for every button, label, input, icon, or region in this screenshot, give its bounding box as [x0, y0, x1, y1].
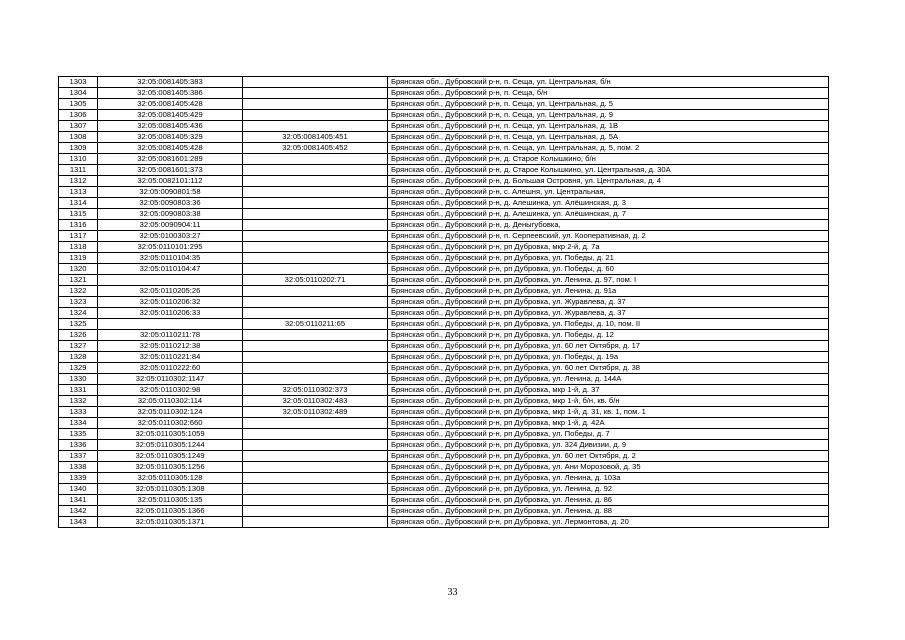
related-cadastral-number-cell [243, 374, 388, 385]
cadastral-number-cell: 32:05:0110302:114 [98, 396, 243, 407]
related-cadastral-number-cell [243, 242, 388, 253]
cadastral-number-cell: 32:05:0110305:1256 [98, 462, 243, 473]
table-row [59, 396, 829, 407]
cadastral-number-cell: 32:05:0081601:373 [98, 165, 243, 176]
table-row [59, 286, 829, 297]
address-cell: Брянская обл., Дубровский р-н, рп Дубровка, ул. 60 лет Октября, д. 17 [388, 341, 829, 352]
row-number-cell: 1315 [59, 209, 98, 220]
related-cadastral-number-cell [243, 363, 388, 374]
related-cadastral-number-cell [243, 187, 388, 198]
related-cadastral-number-cell [243, 330, 388, 341]
cadastral-number-cell: 32:05:0110302:660 [98, 418, 243, 429]
cadastral-number-cell: 32:05:0090803:36 [98, 198, 243, 209]
address-cell: Брянская обл., Дубровский р-н, п. Сеща, ул. Центральная, д. 9 [388, 110, 829, 121]
cadastral-number-cell: 32:05:0110302:124 [98, 407, 243, 418]
related-cadastral-number-cell [243, 99, 388, 110]
row-number-cell: 1323 [59, 297, 98, 308]
address-cell: Брянская обл., Дубровский р-н, рп Дубровка, ул. Победы, д. 7 [388, 429, 829, 440]
address-cell: Брянская обл., Дубровский р-н, п. Серпеевский, ул. Кооперативная, д. 2 [388, 231, 829, 242]
address-cell: Брянская обл., Дубровский р-н, рп Дубровка, мкр 1-й, д. 31, кв. 1, пом. 1 [388, 407, 829, 418]
address-cell: Брянская обл., Дубровский р-н, с. Алешня, ул. Центральная, [388, 187, 829, 198]
table-row [59, 451, 829, 462]
address-cell: Брянская обл., Дубровский р-н, рп Дубровка, мкр 1-й, д. 37 [388, 385, 829, 396]
address-cell: Брянская обл., Дубровский р-н, рп Дубровка, ул. Ленина, д. 86 [388, 495, 829, 506]
row-number-cell: 1329 [59, 363, 98, 374]
row-number-cell: 1308 [59, 132, 98, 143]
row-number-cell: 1322 [59, 286, 98, 297]
cadastral-number-cell: 32:05:0082101:112 [98, 176, 243, 187]
table-row [59, 407, 829, 418]
cadastral-number-cell: 32:05:0110205:26 [98, 286, 243, 297]
row-number-cell: 1321 [59, 275, 98, 286]
row-number-cell: 1310 [59, 154, 98, 165]
cadastral-number-cell: 32:05:0110206:33 [98, 308, 243, 319]
related-cadastral-number-cell [243, 341, 388, 352]
address-cell: Брянская обл., Дубровский р-н, п. Сеща, ул. Центральная, д. 5 [388, 99, 829, 110]
cadastral-number-cell: 32:05:0110305:1059 [98, 429, 243, 440]
page-number: 33 [447, 587, 458, 598]
related-cadastral-number-cell [243, 495, 388, 506]
address-cell: Брянская обл., Дубровский р-н, рп Дубровка, ул. Ани Морозовой, д. 35 [388, 462, 829, 473]
row-number-cell: 1307 [59, 121, 98, 132]
row-number-cell: 1325 [59, 319, 98, 330]
table-row [59, 374, 829, 385]
cadastral-number-cell: 32:05:0081405:383 [98, 77, 243, 88]
related-cadastral-number-cell [243, 264, 388, 275]
table-row [59, 88, 829, 99]
cadastral-number-cell: 32:05:0090904:11 [98, 220, 243, 231]
table-row [59, 99, 829, 110]
related-cadastral-number-cell [243, 440, 388, 451]
table-row [59, 506, 829, 517]
cadastral-number-cell [98, 319, 243, 330]
table-row [59, 418, 829, 429]
cadastral-number-cell: 32:05:0110222:60 [98, 363, 243, 374]
row-number-cell: 1314 [59, 198, 98, 209]
address-cell: Брянская обл., Дубровский р-н, рп Дубровка, ул. Ленина, д. 88 [388, 506, 829, 517]
cadastral-number-cell: 32:05:0110211:78 [98, 330, 243, 341]
table-row [59, 77, 829, 88]
cadastral-number-cell: 32:05:0110212:38 [98, 341, 243, 352]
table-row [59, 264, 829, 275]
cadastral-number-cell: 32:05:0110305:1366 [98, 506, 243, 517]
address-cell: Брянская обл., Дубровский р-н, д. Алешинка, ул. Алёшинская, д. 7 [388, 209, 829, 220]
related-cadastral-number-cell: 32:05:0110302:489 [243, 407, 388, 418]
table-row [59, 220, 829, 231]
related-cadastral-number-cell [243, 297, 388, 308]
address-cell: Брянская обл., Дубровский р-н, рп Дубровка, ул. 60 лет Октября, д. 2 [388, 451, 829, 462]
row-number-cell: 1343 [59, 517, 98, 528]
cadastral-number-cell: 32:05:0110104:35 [98, 253, 243, 264]
address-cell: Брянская обл., Дубровский р-н, рп Дубровка, ул. Ленина, д. 103а [388, 473, 829, 484]
cadastral-number-cell: 32:05:0081405:329 [98, 132, 243, 143]
address-cell: Брянская обл., Дубровский р-н, рп Дубровка, ул. Победы, д. 21 [388, 253, 829, 264]
property-registry-table [58, 76, 829, 528]
related-cadastral-number-cell [243, 506, 388, 517]
table-row [59, 143, 829, 154]
related-cadastral-number-cell [243, 462, 388, 473]
row-number-cell: 1330 [59, 374, 98, 385]
cadastral-number-cell: 32:05:0081405:429 [98, 110, 243, 121]
cadastral-number-cell: 32:05:0081405:428 [98, 143, 243, 154]
table-row [59, 187, 829, 198]
cadastral-number-cell: 32:05:0081405:436 [98, 121, 243, 132]
cadastral-number-cell: 32:05:0110305:1371 [98, 517, 243, 528]
row-number-cell: 1339 [59, 473, 98, 484]
address-cell: Брянская обл., Дубровский р-н, п. Сеща, ул. Центральная, д. 1В [388, 121, 829, 132]
related-cadastral-number-cell [243, 88, 388, 99]
row-number-cell: 1318 [59, 242, 98, 253]
address-cell: Брянская обл., Дубровский р-н, д. Алешинка, ул. Алёшинская, д. 3 [388, 198, 829, 209]
row-number-cell: 1332 [59, 396, 98, 407]
related-cadastral-number-cell [243, 198, 388, 209]
related-cadastral-number-cell [243, 308, 388, 319]
table-row [59, 341, 829, 352]
row-number-cell: 1335 [59, 429, 98, 440]
row-number-cell: 1326 [59, 330, 98, 341]
related-cadastral-number-cell [243, 121, 388, 132]
address-cell: Брянская обл., Дубровский р-н, рп Дубровка, ул. 60 лет Октября, д. 38 [388, 363, 829, 374]
table-row [59, 297, 829, 308]
table-row [59, 495, 829, 506]
table-row [59, 176, 829, 187]
table-row [59, 231, 829, 242]
table-row [59, 473, 829, 484]
address-cell: Брянская обл., Дубровский р-н, д. Большая Островня, ул. Центральная, д. 4 [388, 176, 829, 187]
row-number-cell: 1303 [59, 77, 98, 88]
cadastral-number-cell: 32:05:0081405:386 [98, 88, 243, 99]
related-cadastral-number-cell [243, 451, 388, 462]
table-row [59, 440, 829, 451]
cadastral-number-cell: 32:05:0110305:1308 [98, 484, 243, 495]
cadastral-number-cell: 32:05:0090803:38 [98, 209, 243, 220]
table-row [59, 110, 829, 121]
row-number-cell: 1341 [59, 495, 98, 506]
cadastral-number-cell [98, 275, 243, 286]
address-cell: Брянская обл., Дубровский р-н, рп Дубровка, мкр 1-й, д. 42А [388, 418, 829, 429]
cadastral-number-cell: 32:05:0100303:27 [98, 231, 243, 242]
row-number-cell: 1333 [59, 407, 98, 418]
address-cell: Брянская обл., Дубровский р-н, рп Дубровка, ул. Ленина, д. 97, пом. I [388, 275, 829, 286]
cadastral-number-cell: 32:05:0110305:1249 [98, 451, 243, 462]
address-cell: Брянская обл., Дубровский р-н, рп Дубровка, ул. Лермонтова, д. 20 [388, 517, 829, 528]
row-number-cell: 1340 [59, 484, 98, 495]
table-row [59, 363, 829, 374]
cadastral-number-cell: 32:05:0081405:428 [98, 99, 243, 110]
related-cadastral-number-cell [243, 231, 388, 242]
address-cell: Брянская обл., Дубровский р-н, п. Сеща, ул. Центральная, б/н [388, 77, 829, 88]
address-cell: Брянская обл., Дубровский р-н, рп Дубровка, мкр 2-й, д. 7а [388, 242, 829, 253]
table-row [59, 308, 829, 319]
cadastral-number-cell: 32:05:0081601:289 [98, 154, 243, 165]
table-row [59, 429, 829, 440]
row-number-cell: 1316 [59, 220, 98, 231]
address-cell: Брянская обл., Дубровский р-н, рп Дубровка, ул. Победы, д. 60 [388, 264, 829, 275]
row-number-cell: 1317 [59, 231, 98, 242]
related-cadastral-number-cell: 32:05:0110202:71 [243, 275, 388, 286]
table-row [59, 121, 829, 132]
related-cadastral-number-cell [243, 286, 388, 297]
address-cell: Брянская обл., Дубровский р-н, рп Дубровка, ул. Победы, д. 10, пом. II [388, 319, 829, 330]
cadastral-number-cell: 32:05:0110206:32 [98, 297, 243, 308]
row-number-cell: 1328 [59, 352, 98, 363]
address-cell: Брянская обл., Дубровский р-н, рп Дубровка, ул. Ленина, д. 92 [388, 484, 829, 495]
address-cell: Брянская обл., Дубровский р-н, рп Дубровка, ул. Победы, д. 12 [388, 330, 829, 341]
cadastral-number-cell: 32:05:0110101:295 [98, 242, 243, 253]
address-cell: Брянская обл., Дубровский р-н, рп Дубровка, ул. Журавлева, д. 37 [388, 308, 829, 319]
address-cell: Брянская обл., Дубровский р-н, д. Деныгубовка, [388, 220, 829, 231]
row-number-cell: 1334 [59, 418, 98, 429]
address-cell: Брянская обл., Дубровский р-н, д. Старое Колышкино, ул. Центральная, д. 30А [388, 165, 829, 176]
cadastral-number-cell: 32:05:0110221:84 [98, 352, 243, 363]
related-cadastral-number-cell [243, 418, 388, 429]
table-row [59, 253, 829, 264]
row-number-cell: 1320 [59, 264, 98, 275]
related-cadastral-number-cell [243, 220, 388, 231]
address-cell: Брянская обл., Дубровский р-н, рп Дубровка, ул. Журавлева, д. 37 [388, 297, 829, 308]
related-cadastral-number-cell [243, 209, 388, 220]
table-row [59, 275, 829, 286]
row-number-cell: 1331 [59, 385, 98, 396]
cadastral-number-cell: 32:05:0110305:1244 [98, 440, 243, 451]
related-cadastral-number-cell [243, 429, 388, 440]
cadastral-number-cell: 32:05:0110305:128 [98, 473, 243, 484]
related-cadastral-number-cell [243, 154, 388, 165]
address-cell: Брянская обл., Дубровский р-н, п. Сеща, ул. Центральная, д. 5, пом. 2 [388, 143, 829, 154]
table-row [59, 462, 829, 473]
address-cell: Брянская обл., Дубровский р-н, рп Дубровка, ул. Победы, д. 19а [388, 352, 829, 363]
related-cadastral-number-cell: 32:05:0110302:483 [243, 396, 388, 407]
cadastral-number-cell: 32:05:0110302:1147 [98, 374, 243, 385]
row-number-cell: 1313 [59, 187, 98, 198]
table-row [59, 352, 829, 363]
related-cadastral-number-cell [243, 253, 388, 264]
related-cadastral-number-cell [243, 484, 388, 495]
table-row [59, 385, 829, 396]
row-number-cell: 1342 [59, 506, 98, 517]
address-cell: Брянская обл., Дубровский р-н, рп Дубровка, ул. 324 Дивизии, д. 9 [388, 440, 829, 451]
row-number-cell: 1324 [59, 308, 98, 319]
related-cadastral-number-cell: 32:05:0110302:373 [243, 385, 388, 396]
row-number-cell: 1305 [59, 99, 98, 110]
related-cadastral-number-cell [243, 517, 388, 528]
address-cell: Брянская обл., Дубровский р-н, рп Дубровка, ул. Ленина, д. 144А [388, 374, 829, 385]
address-cell: Брянская обл., Дубровский р-н, рп Дубровка, мкр 1-й, б/н, кв. б/н [388, 396, 829, 407]
related-cadastral-number-cell [243, 176, 388, 187]
table-row [59, 319, 829, 330]
cadastral-number-cell: 32:05:0110302:98 [98, 385, 243, 396]
row-number-cell: 1338 [59, 462, 98, 473]
related-cadastral-number-cell [243, 165, 388, 176]
table-row [59, 209, 829, 220]
cadastral-number-cell: 32:05:0110104:47 [98, 264, 243, 275]
table-row [59, 484, 829, 495]
row-number-cell: 1327 [59, 341, 98, 352]
address-cell: Брянская обл., Дубровский р-н, рп Дубровка, ул. Ленина, д. 91а [388, 286, 829, 297]
registry-table-body [59, 77, 829, 528]
cadastral-number-cell: 32:05:0090801:58 [98, 187, 243, 198]
row-number-cell: 1311 [59, 165, 98, 176]
related-cadastral-number-cell [243, 77, 388, 88]
table-row [59, 198, 829, 209]
table-row [59, 132, 829, 143]
address-cell: Брянская обл., Дубровский р-н, п. Сеща, б/н [388, 88, 829, 99]
related-cadastral-number-cell [243, 473, 388, 484]
table-row [59, 242, 829, 253]
row-number-cell: 1337 [59, 451, 98, 462]
related-cadastral-number-cell [243, 352, 388, 363]
row-number-cell: 1306 [59, 110, 98, 121]
row-number-cell: 1319 [59, 253, 98, 264]
related-cadastral-number-cell: 32:05:0081405:451 [243, 132, 388, 143]
address-cell: Брянская обл., Дубровский р-н, п. Сеща, ул. Центральная, д. 5А [388, 132, 829, 143]
table-row [59, 330, 829, 341]
cadastral-number-cell: 32:05:0110305:135 [98, 495, 243, 506]
row-number-cell: 1304 [59, 88, 98, 99]
related-cadastral-number-cell [243, 110, 388, 121]
table-row [59, 154, 829, 165]
row-number-cell: 1312 [59, 176, 98, 187]
related-cadastral-number-cell: 32:05:0081405:452 [243, 143, 388, 154]
table-row [59, 165, 829, 176]
address-cell: Брянская обл., Дубровский р-н, д. Старое Колышкино, б/н [388, 154, 829, 165]
row-number-cell: 1336 [59, 440, 98, 451]
row-number-cell: 1309 [59, 143, 98, 154]
table-row [59, 517, 829, 528]
related-cadastral-number-cell: 32:05:0110211:65 [243, 319, 388, 330]
